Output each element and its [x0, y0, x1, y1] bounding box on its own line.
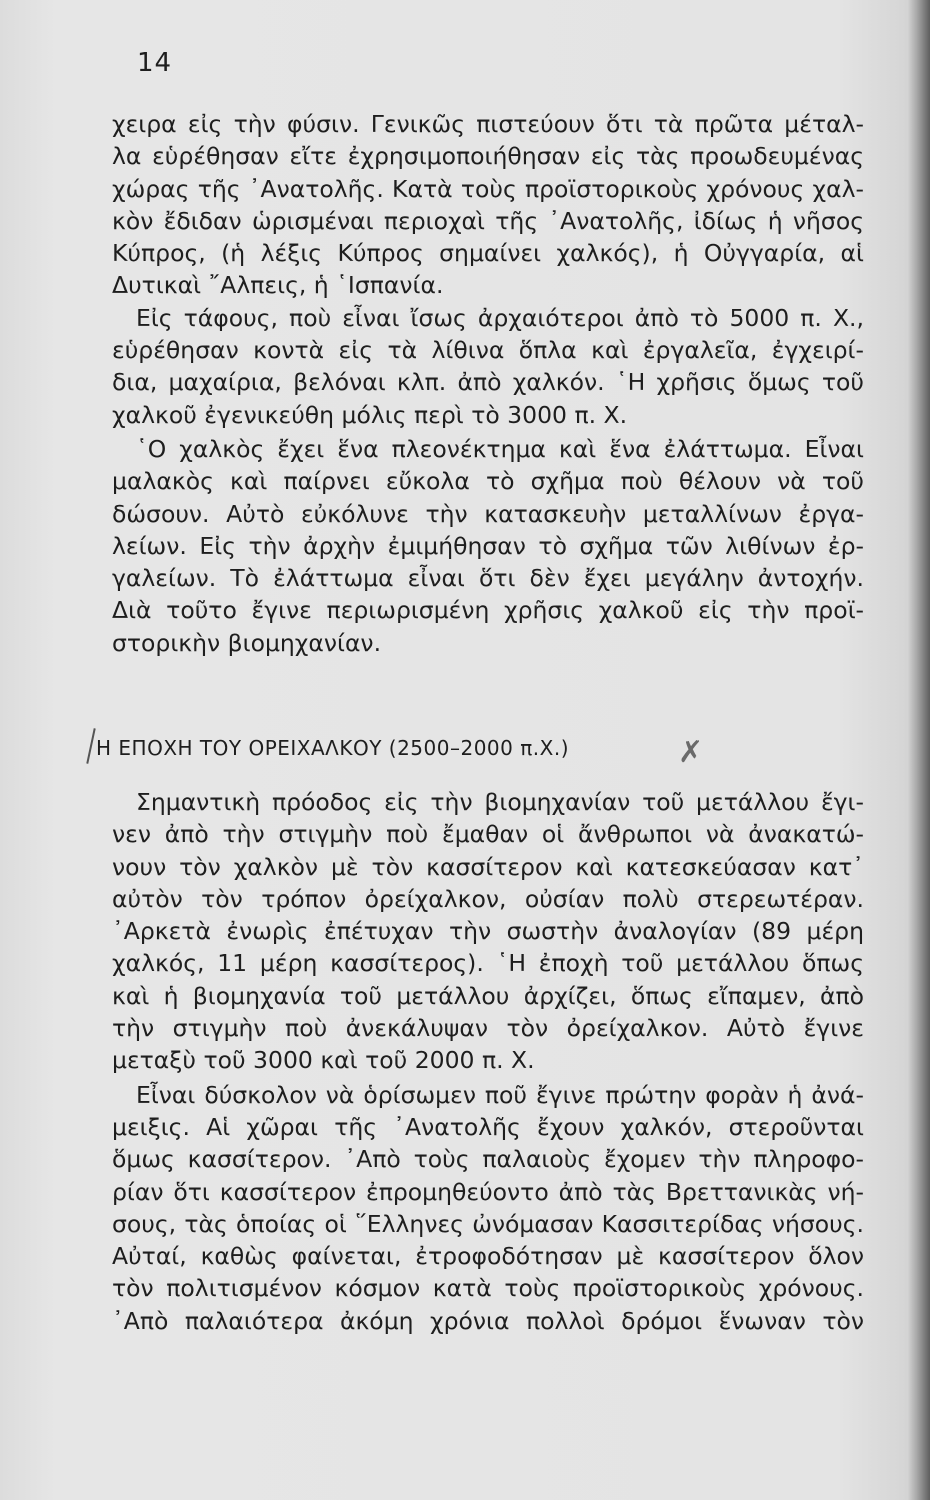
text-line: τὴν στιγμὴν ποὺ ἀνεκάλυψαν τὸν ὀρείχαλκον. Αὐτὸ ἔγινε: [112, 1014, 864, 1043]
pencil-x-mark: ✗: [678, 735, 704, 770]
section-heading: Η ΕΠΟΧΗ ΤΟΥ ΟΡΕΙΧΑΛΚΟΥ (2500–2000 π.Χ.): [96, 736, 569, 760]
text-line: μειξις. Αἱ χῶραι τῆς ᾿Ανατολῆς ἔχουν χαλκόν, στεροῦνται: [112, 1112, 864, 1141]
text-line: χειρα εἰς τὴν φύσιν. Γενικῶς πιστεύουν ὅτι τὰ πρῶτα μέταλ-: [112, 110, 864, 138]
text-line: χαλκός, 11 μέρη κασσίτερος). ῾Η ἐποχὴ τοῦ μετάλλου ὅπως: [112, 949, 864, 978]
text-line: ρίαν ὅτι κασσίτερον ἐπρομηθεύοντο ἀπὸ τὰς Βρεττανικὰς νή-: [112, 1177, 864, 1206]
text-line: ᾿Απὸ παλαιότερα ἀκόμη χρόνια πολλοὶ δρόμοι ἕνωναν τὸν: [112, 1306, 864, 1335]
text-line: τὸν πολιτισμένον κόσμον κατὰ τοὺς προϊστορικοὺς χρόνους.: [112, 1274, 864, 1303]
text-line: χαλκοῦ ἐγενικεύθη μόλις περὶ τὸ 3000 π. Χ.: [112, 400, 628, 429]
text-line: δώσουν. Αὐτὸ εὐκόλυνε τὴν κατασκευὴν μεταλλίνων ἐργα-: [112, 499, 864, 528]
text-line: μεταξὺ τοῦ 3000 καὶ τοῦ 2000 π. Χ.: [112, 1046, 535, 1075]
text-line: μαλακὸς καὶ παίρνει εὔκολα τὸ σχῆμα ποὺ θέλουν νὰ τοῦ: [112, 467, 864, 496]
text-line: Εἰς τάφους, ποὺ εἶναι ἴσως ἀρχαιότεροι ἀπὸ τὸ 5000 π. Χ.,: [136, 303, 864, 332]
text-line: Κύπρος, (ἡ λέξις Κύπρος σημαίνει χαλκός), ἡ Οὐγγαρία, αἱ: [112, 239, 864, 268]
text-line: κὸν ἔδιδαν ὡρισμέναι περιοχαὶ τῆς ᾿Ανατολῆς, ἰδίως ἡ νῆσος: [112, 206, 864, 235]
page-edge-shadow: [908, 0, 930, 1500]
text-block-bronze: [112, 786, 864, 1337]
text-line: ᾿Αρκετὰ ἐνωρὶς ἐπέτυχαν τὴν σωστὴν ἀναλογίαν (89 μέρη: [112, 917, 864, 946]
text-line: στορικὴν βιομηχανίαν.: [112, 628, 382, 657]
text-line: Διὰ τοῦτο ἔγινε περιωρισμένη χρῆσις χαλκοῦ εἰς τὴν προϊ-: [112, 596, 864, 625]
page-number: 14: [137, 48, 173, 78]
text-line: εὑρέθησαν κοντὰ εἰς τὰ λίθινα ὅπλα καὶ ἐργαλεῖα, ἐγχειρί-: [112, 336, 864, 365]
text-line: Εἶναι δύσκολον νὰ ὁρίσωμεν ποῦ ἔγινε πρώτην φορὰν ἡ ἀνά-: [136, 1080, 864, 1109]
text-line: χώρας τῆς ᾿Ανατολῆς. Κατὰ τοὺς προϊστορικοὺς χρόνους χαλ-: [112, 174, 864, 203]
text-line: ὅμως κασσίτερον. ᾿Απὸ τοὺς παλαιοὺς ἔχομεν τὴν πληροφο-: [112, 1145, 864, 1174]
text-line: αὐτὸν τὸν τρόπον ὀρείχαλκον, οὐσίαν πολὺ στερεωτέραν.: [112, 884, 864, 913]
text-line: Αὐταί, καθὼς φαίνεται, ἐτροφοδότησαν μὲ κασσίτερον ὅλον: [112, 1242, 864, 1271]
text-line: δια, μαχαίρια, βελόναι κλπ. ἀπὸ χαλκόν. ῾Η χρῆσις ὅμως τοῦ: [112, 368, 864, 397]
text-line: Δυτικαὶ ῎Αλπεις, ἡ ῾Ισπανία.: [112, 271, 444, 300]
text-line: λείων. Εἰς τὴν ἀρχὴν ἐμιμήθησαν τὸ σχῆμα τῶν λιθίνων ἐρ-: [112, 531, 864, 560]
text-line: λα εὑρέθησαν εἴτε ἐχρησιμοποιήθησαν εἰς τὰς προωδευμένας: [112, 142, 864, 171]
text-line: νουν τὸν χαλκὸν μὲ τὸν κασσίτερον καὶ κατεσκεύασαν κατ᾿: [112, 852, 864, 881]
text-line: νεν ἀπὸ τὴν στιγμὴν ποὺ ἔμαθαν οἱ ἄνθρωποι νὰ ἀνακατώ-: [112, 820, 864, 849]
text-line: Σημαντικὴ πρόοδος εἰς τὴν βιομηχανίαν τοῦ μετάλλου ἔγι-: [136, 788, 864, 816]
text-line: σους, τὰς ὁποίας οἱ ῞Ελληνες ὠνόμασαν Κασσιτερίδας νήσους.: [112, 1209, 864, 1238]
text-line: ῾Ο χαλκὸς ἔχει ἕνα πλεονέκτημα καὶ ἕνα ἐλάττωμα. Εἶναι: [136, 434, 864, 463]
text-line: γαλείων. Τὸ ἐλάττωμα εἶναι ὅτι δὲν ἔχει μεγάλην ἀντοχήν.: [112, 564, 864, 593]
text-line: καὶ ἡ βιομηχανία τοῦ μετάλλου ἀρχίζει, ὅπως εἴπαμεν, ἀπὸ: [112, 981, 864, 1010]
text-block-copper: [112, 108, 864, 659]
